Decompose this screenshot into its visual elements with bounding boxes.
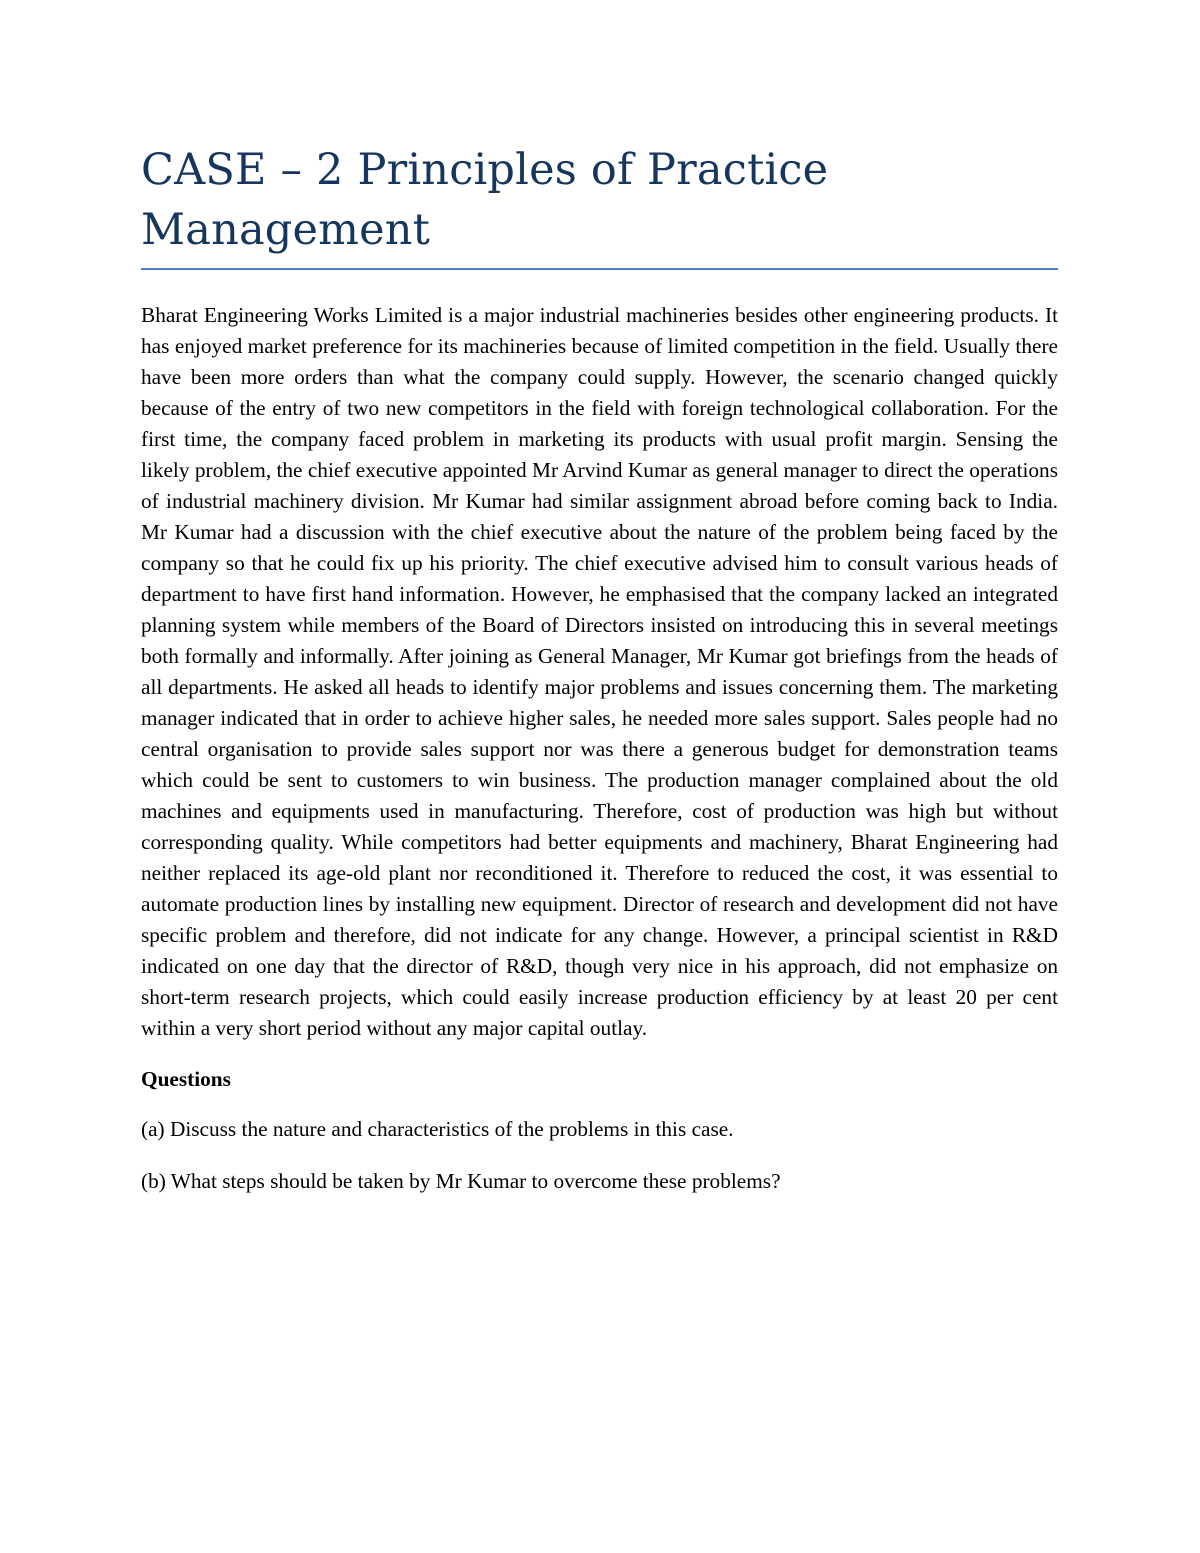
document-title: CASE – 2 Principles of Practice Management	[141, 145, 829, 255]
case-body-paragraph: Bharat Engineering Works Limited is a major industrial machineries besides other engineering products. It has enjoyed market preference for its machineries because of limited competition in the field. Usually there have been more orders than what the company could supply. However, the scenario changed quickly because of the entry of two new competitors in the field with foreign technological collaboration. For the first time, the company faced problem in marketing its products with usual profit margin. Sensing the likely problem, the chief executive appointed Mr Arvind Kumar as general manager to direct the operations of industrial machinery division. Mr Kumar had similar assignment abroad before coming back to India. Mr Kumar had a discussion with the chief executive about the nature of the problem being faced by the company so that he could fix up his priority. The chief executive advised him to consult various heads of department to have first hand information. However, he emphasised that the company lacked an integrated planning system while members of the Board of Directors insisted on introducing this in several meetings both formally and informally. After joining as General Manager, Mr Kumar got briefings from the heads of all departments. He asked all heads to identify major problems and issues concerning them. The marketing manager indicated that in order to achieve higher sales, he needed more sales support. Sales people had no central organisation to provide sales support nor was there a generous budget for demonstration teams which could be sent to customers to win business. The production manager complained about the old machines and equipments used in manufacturing. Therefore, cost of production was high but without corresponding quality. While competitors had better equipments and machinery, Bharat Engineering had neither replaced its age-old plant nor reconditioned it. Therefore to reduced the cost, it was essential to automate production lines by installing new equipment. Director of research and development did not have specific problem and therefore, did not indicate for any change. However, a principal scientist in R&D indicated on one day that the director of R&D, though very nice in his approach, did not emphasize on short-term research projects, which could easily increase production efficiency by at least 20 per cent within a very short period without any major capital outlay.	[141, 303, 1058, 1040]
questions-heading: Questions	[141, 1067, 231, 1091]
question-a: (a) Discuss the nature and characteristics of the problems in this case.	[141, 1117, 734, 1141]
title-underline	[141, 268, 1058, 270]
document-content	[141, 140, 1058, 1218]
question-b: (b) What steps should be taken by Mr Kumar to overcome these problems?	[141, 1169, 781, 1193]
